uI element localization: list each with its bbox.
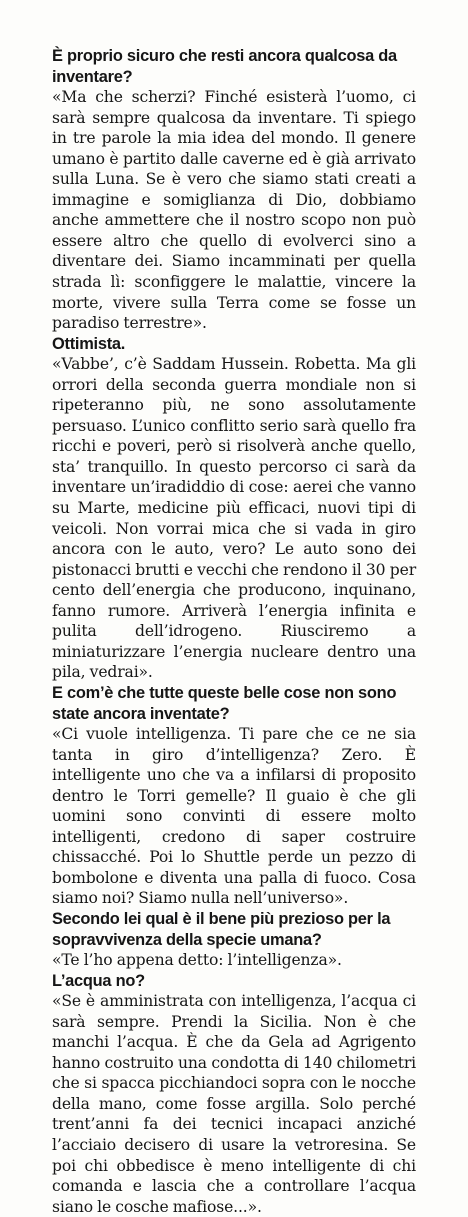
interview-answer-2: «Vabbe’, c’è Saddam Hussein. Robetta. Ma gli orrori della seconda guerra mondiale non si ripeteranno più, ne sono assolutamente persuaso. L’unico conflitto serio sarà quello fra ricchi e poveri, però si risolverà anche quello, sta’ tranquillo. In questo percorso ci sarà da inventare un’iradiddio di cose: aerei che vanno su Marte, medicine più efficaci, nuovi tipi di veicoli. Non vorrai mica che si vada in giro ancora con le auto, vero? Le auto sono dei pistonacci brutti e vecchi che rendono il 30 per cento dell’energia che producono, inquinano, fanno rumore. Arriverà l’energia infinita e pulita dell’idrogeno. Riusciremo a miniaturizzare l’energia nucleare dentro una pila, vedrai».	[52, 355, 416, 682]
interview-answer-1: «Ma che scherzi? Finché esisterà l’uomo, ci sarà sempre qualcosa da inventare. Ti spiego in tre parole la mia idea del mondo. Il genere umano è partito dalle caverne ed è già arrivato sulla Luna. Se è vero che siamo stati creati a immagine e somiglianza di Dio, dobbiamo anche ammettere che il nostro scopo non può essere altro che quello di evolverci sino a diventare dei. Siamo incamminati per quella strada lì: sconfiggere le malattie, vincere la morte, vivere sulla Terra come se fosse un paradiso terrestre».	[52, 88, 416, 333]
interview-answer-5: «Se è amministrata con intelligenza, l’acqua ci sarà sempre. Prendi la Sicilia. Non è che manchi l’acqua. È che da Gela ad Agrigento hanno costruito una condotta di 140 chilometri che si spacca picchiandoci sopra con le nocche della mano, come fosse argilla. Solo perché trent’anni fa dei tecnici incapaci anziché l’acciaio decisero di usare la vetroresina. Se poi chi obbedisce è meno intelligente di chi comanda e lascia che a controllare l’acqua siano le cosche mafiose...».	[52, 992, 416, 1216]
interview-question-3: E com’è che tutte queste belle cose non sono state ancora inventate?	[52, 683, 397, 723]
interview-answer-3: «Ci vuole intelligenza. Ti pare che ce ne sia tanta in giro d’intelligenza? Zero. È intelligente uno che va a infilarsi di proposito dentro le Torri gemelle? Il guaio è che gli uomini sono convinti di essere molto intelligenti, credono di saper costruire chissacché. Poi lo Shuttle perde un pezzo di bombolone e diventa una palla di fuoco. Cosa siamo noi? Siamo nulla nell’universo».	[52, 725, 416, 908]
article-body	[52, 46, 416, 1216]
interview-question-5: L’acqua no?	[52, 971, 145, 990]
interview-question-4: Secondo lei qual è il bene più prezioso per la sopravvivenza della specie umana?	[52, 909, 391, 949]
interview-answer-4: «Te l’ho appena detto: l’intelligenza».	[52, 951, 342, 970]
interview-question-2: Ottimista.	[52, 334, 126, 353]
interview-question-1: È proprio sicuro che resti ancora qualcosa da inventare?	[52, 47, 397, 86]
